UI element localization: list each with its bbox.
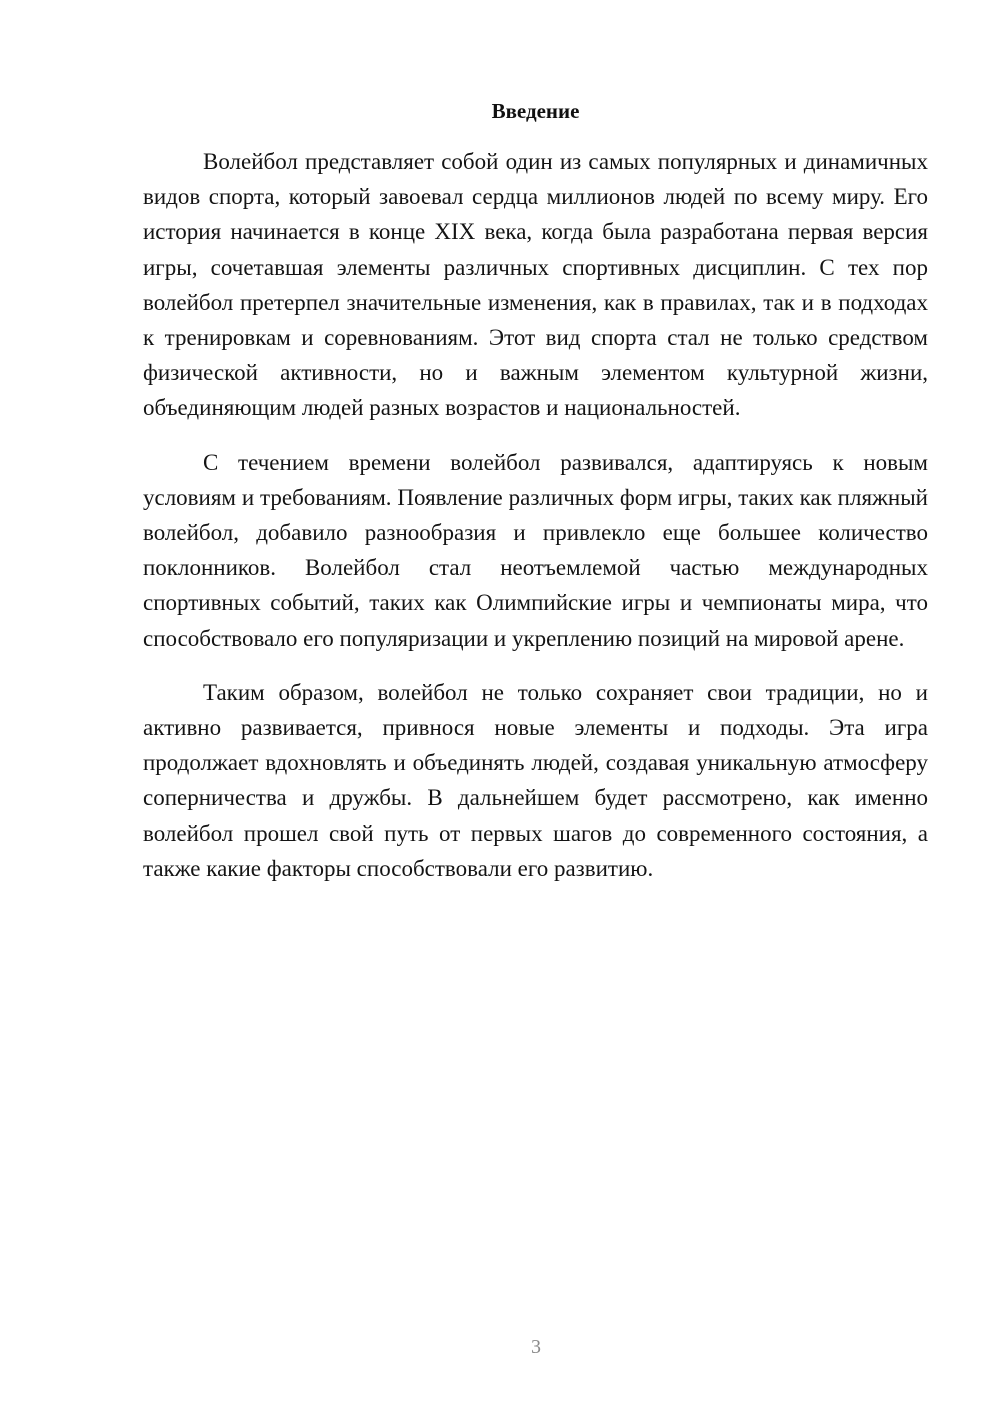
page-number: 3 bbox=[531, 1336, 541, 1358]
section-heading: Введение bbox=[491, 99, 580, 123]
page-content bbox=[143, 92, 928, 905]
paragraph-2: С течением времени волейбол развивался, адаптируясь к новым условиям и требованиям. Появление различных форм игры, таких как пляжный волейбол, добавило разнообразия и привлекло еще большее количество поклонников. Волейбол стал неотъемлемой частью международных спортивных событий, таких как Олимпийские игры и чемпионаты мира, что способствовало его популяризации и укреплению позиций на мировой арене. bbox=[143, 449, 928, 651]
paragraph-3: Таким образом, волейбол не только сохраняет свои традиции, но и активно развивается, привнося новые элементы и подходы. Эта игра продолжает вдохновлять и объединять людей, создавая уникальную атмосферу соперничества и дружбы. В дальнейшем будет рассмотрено, как именно волейбол прошел свой путь от первых шагов до современного состояния, а также какие факторы способствовали его развитию. bbox=[143, 679, 928, 881]
paragraph-1: Волейбол представляет собой один из самых популярных и динамичных видов спорта, который завоевал сердца миллионов людей по всему миру. Его история начинается в конце XIX века, когда была разработана первая версия игры, сочетавшая элементы различных спортивных дисциплин. С тех пор волейбол претерпел значительные изменения, как в правилах, так и в подходах к тренировкам и соревнованиям. Этот вид спорта стал не только средством физической активности, но и важным элементом культурной жизни, объединяющим людей разных возрастов и национальностей. bbox=[143, 149, 928, 421]
